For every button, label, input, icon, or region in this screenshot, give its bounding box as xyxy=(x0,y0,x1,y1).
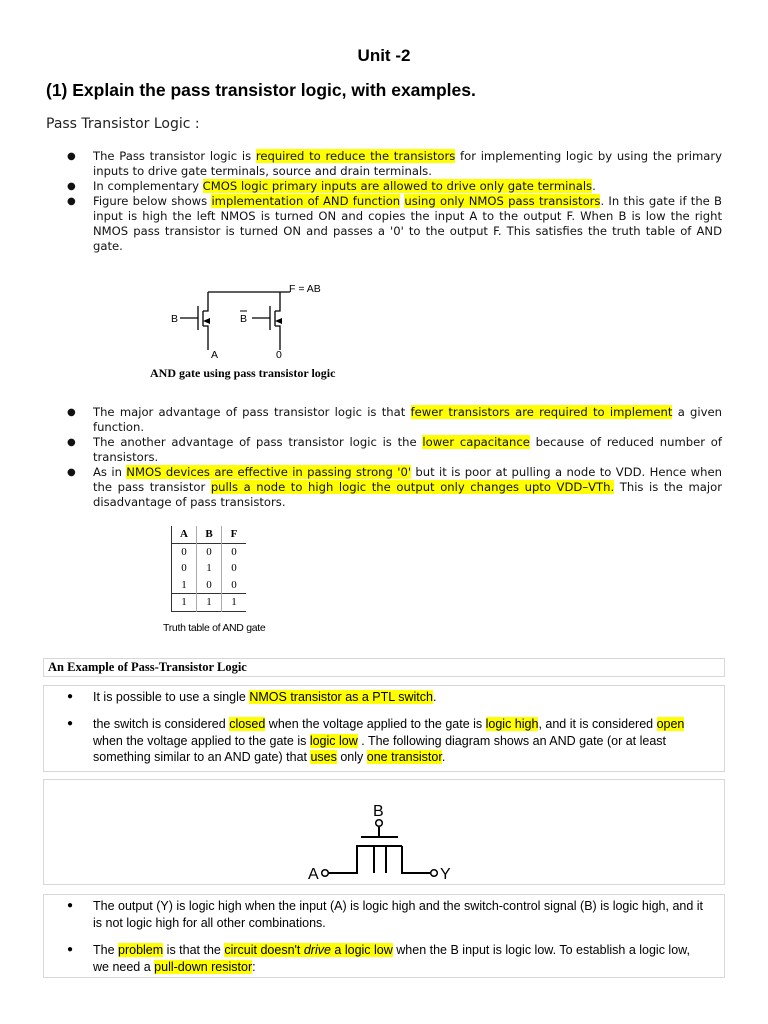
highlight: required to reduce the transistors xyxy=(255,149,456,163)
text: . In this gate if the B input is high the left NMOS is turned ON and copies the input A to the output F. When B is low the right NMOS pass transistor is turned ON and passes a '0' to the output F. This satisfies the truth table of AND gate. xyxy=(93,194,723,253)
list-item xyxy=(67,405,722,435)
table-header: B xyxy=(197,526,222,543)
text: for implementing logic by using the primary inputs to drive gate terminals, source and drain terminals. xyxy=(93,149,722,178)
highlight: one transistor xyxy=(366,750,442,764)
bullet-icon: ● xyxy=(67,151,76,162)
table-cell: 0 xyxy=(172,560,197,577)
table-header: A xyxy=(172,526,197,543)
text: only xyxy=(336,750,367,764)
table-cell: 0 xyxy=(197,577,222,594)
highlight: CMOS logic primary inputs are allowed to drive only gate terminals xyxy=(202,179,593,193)
input-a-label: A xyxy=(211,349,219,361)
highlight: logic low xyxy=(309,733,358,748)
highlight: pull-down resistor xyxy=(154,959,253,974)
list-item xyxy=(67,435,722,465)
bullet-icon: ● xyxy=(67,181,76,192)
text: because of reduced number of transistors. xyxy=(93,435,722,464)
list-item xyxy=(67,942,707,975)
example-heading: An Example of Pass-Transistor Logic xyxy=(48,660,247,674)
bullet-icon: ● xyxy=(67,691,74,702)
and-gate-pass-transistor-diagram xyxy=(160,278,360,368)
final-bullets-box xyxy=(43,894,725,978)
text: drive xyxy=(303,943,331,957)
unit-title: Unit -2 xyxy=(357,46,411,65)
input-b-label: B xyxy=(171,313,179,325)
table-cell: 0 xyxy=(172,543,197,560)
list-item xyxy=(67,149,722,179)
highlight: using only NMOS pass transistors xyxy=(404,194,601,208)
bullet-icon: ● xyxy=(67,718,74,729)
highlight: uses xyxy=(310,750,337,764)
list-item xyxy=(67,194,722,254)
table-row xyxy=(172,594,246,612)
table-cell: 0 xyxy=(231,562,237,575)
highlight: pulls a node to high logic the output only changes upto VDD–VTh. xyxy=(210,480,615,494)
highlight: logic high xyxy=(485,717,539,731)
list-item xyxy=(67,898,707,931)
text: a logic low xyxy=(330,943,393,957)
text: . The following diagram shows an AND gate (or at least something similar to an AND gate) that xyxy=(93,733,667,764)
list-item xyxy=(67,716,707,766)
text: The another advantage of pass transistor logic is the xyxy=(93,435,423,449)
section-title: Pass Transistor Logic : xyxy=(46,116,200,132)
input-bbar-label: B xyxy=(240,313,248,325)
bullet-icon: ● xyxy=(67,944,74,955)
input-a-label: A xyxy=(308,866,319,883)
text: . xyxy=(432,690,437,704)
highlight: implementation of AND function xyxy=(211,194,401,208)
highlight: NMOS devices are effective in passing strong '0' xyxy=(126,465,412,479)
list-item xyxy=(67,179,722,194)
text: : xyxy=(252,959,256,974)
truth-table-container xyxy=(171,526,248,612)
table-cell: 1 xyxy=(172,594,197,612)
text: This is the major disadvantage of pass transistors. xyxy=(93,480,722,509)
highlight: NMOS transistor as a PTL switch xyxy=(249,690,433,704)
text: In complementary xyxy=(93,179,203,193)
highlight: problem xyxy=(118,943,164,957)
figure-caption: AND gate using pass transistor logic xyxy=(150,366,336,380)
text: circuit doesn't xyxy=(224,943,304,957)
highlight: lower capacitance xyxy=(422,435,530,449)
truth-table-caption: Truth table of AND gate xyxy=(163,622,266,634)
table-header: F xyxy=(230,528,238,541)
single-transistor-and-gate-diagram xyxy=(299,780,469,884)
truth-table xyxy=(172,526,246,612)
question-heading: (1) Explain the pass transistor logic, with examples. xyxy=(46,80,476,100)
bullet-icon: ● xyxy=(67,900,74,911)
gate-b-label: B xyxy=(373,803,384,820)
table-cell: 0 xyxy=(231,545,237,558)
text: the switch is considered xyxy=(93,717,230,731)
output-label: F = AB xyxy=(289,283,321,295)
highlight: open xyxy=(656,717,685,731)
table-cell: 1 xyxy=(197,560,222,577)
text: but it is poor at pulling a node to VDD. Hence when the pass transistor xyxy=(93,465,722,494)
table-cell: 1 xyxy=(231,596,237,609)
text: Figure below shows xyxy=(93,194,212,208)
list-item xyxy=(67,465,722,510)
single-transistor-figure-box xyxy=(43,779,725,885)
output-y-label: Y xyxy=(440,866,451,883)
text: . xyxy=(441,750,446,764)
text: It is possible to use a single xyxy=(93,690,250,704)
text: The output (Y) is logic high when the input (A) is logic high and the switch-control signal (B) is logic high, and it is not logic high for all other combinations. xyxy=(93,899,704,930)
input-zero-label: 0 xyxy=(276,349,282,361)
bullet-icon: ● xyxy=(67,407,76,418)
table-cell: 1 xyxy=(197,594,222,612)
text: . xyxy=(592,179,596,193)
table-cell: 1 xyxy=(172,577,197,594)
table-row xyxy=(172,560,246,577)
text: is that the xyxy=(163,943,225,957)
text: a given function. xyxy=(93,405,722,434)
text: when the voltage applied to the gate is xyxy=(93,733,310,748)
text: The major advantage of pass transistor logic is that xyxy=(93,405,411,419)
bullet-icon: ● xyxy=(67,196,76,207)
text: As in xyxy=(93,465,127,479)
text: when the voltage applied to the gate is xyxy=(265,717,486,731)
example-heading-box xyxy=(43,658,725,677)
table-row xyxy=(172,543,246,560)
table-cell: 0 xyxy=(197,543,222,560)
list-item xyxy=(67,689,707,706)
highlight xyxy=(224,943,392,957)
table-cell: 0 xyxy=(231,578,237,591)
text: when the B input is logic low. To establish a logic low, we need a xyxy=(93,943,690,974)
text: The xyxy=(93,943,119,957)
example-bullets-box xyxy=(43,685,725,772)
highlight: fewer transistors are required to implement xyxy=(410,405,673,419)
bullet-icon: ● xyxy=(67,437,76,448)
highlight: closed xyxy=(229,717,266,731)
bullet-icon: ● xyxy=(67,467,76,478)
text: , and it is considered xyxy=(538,717,657,731)
text: The Pass transistor logic is xyxy=(93,149,256,163)
table-row xyxy=(172,577,246,594)
